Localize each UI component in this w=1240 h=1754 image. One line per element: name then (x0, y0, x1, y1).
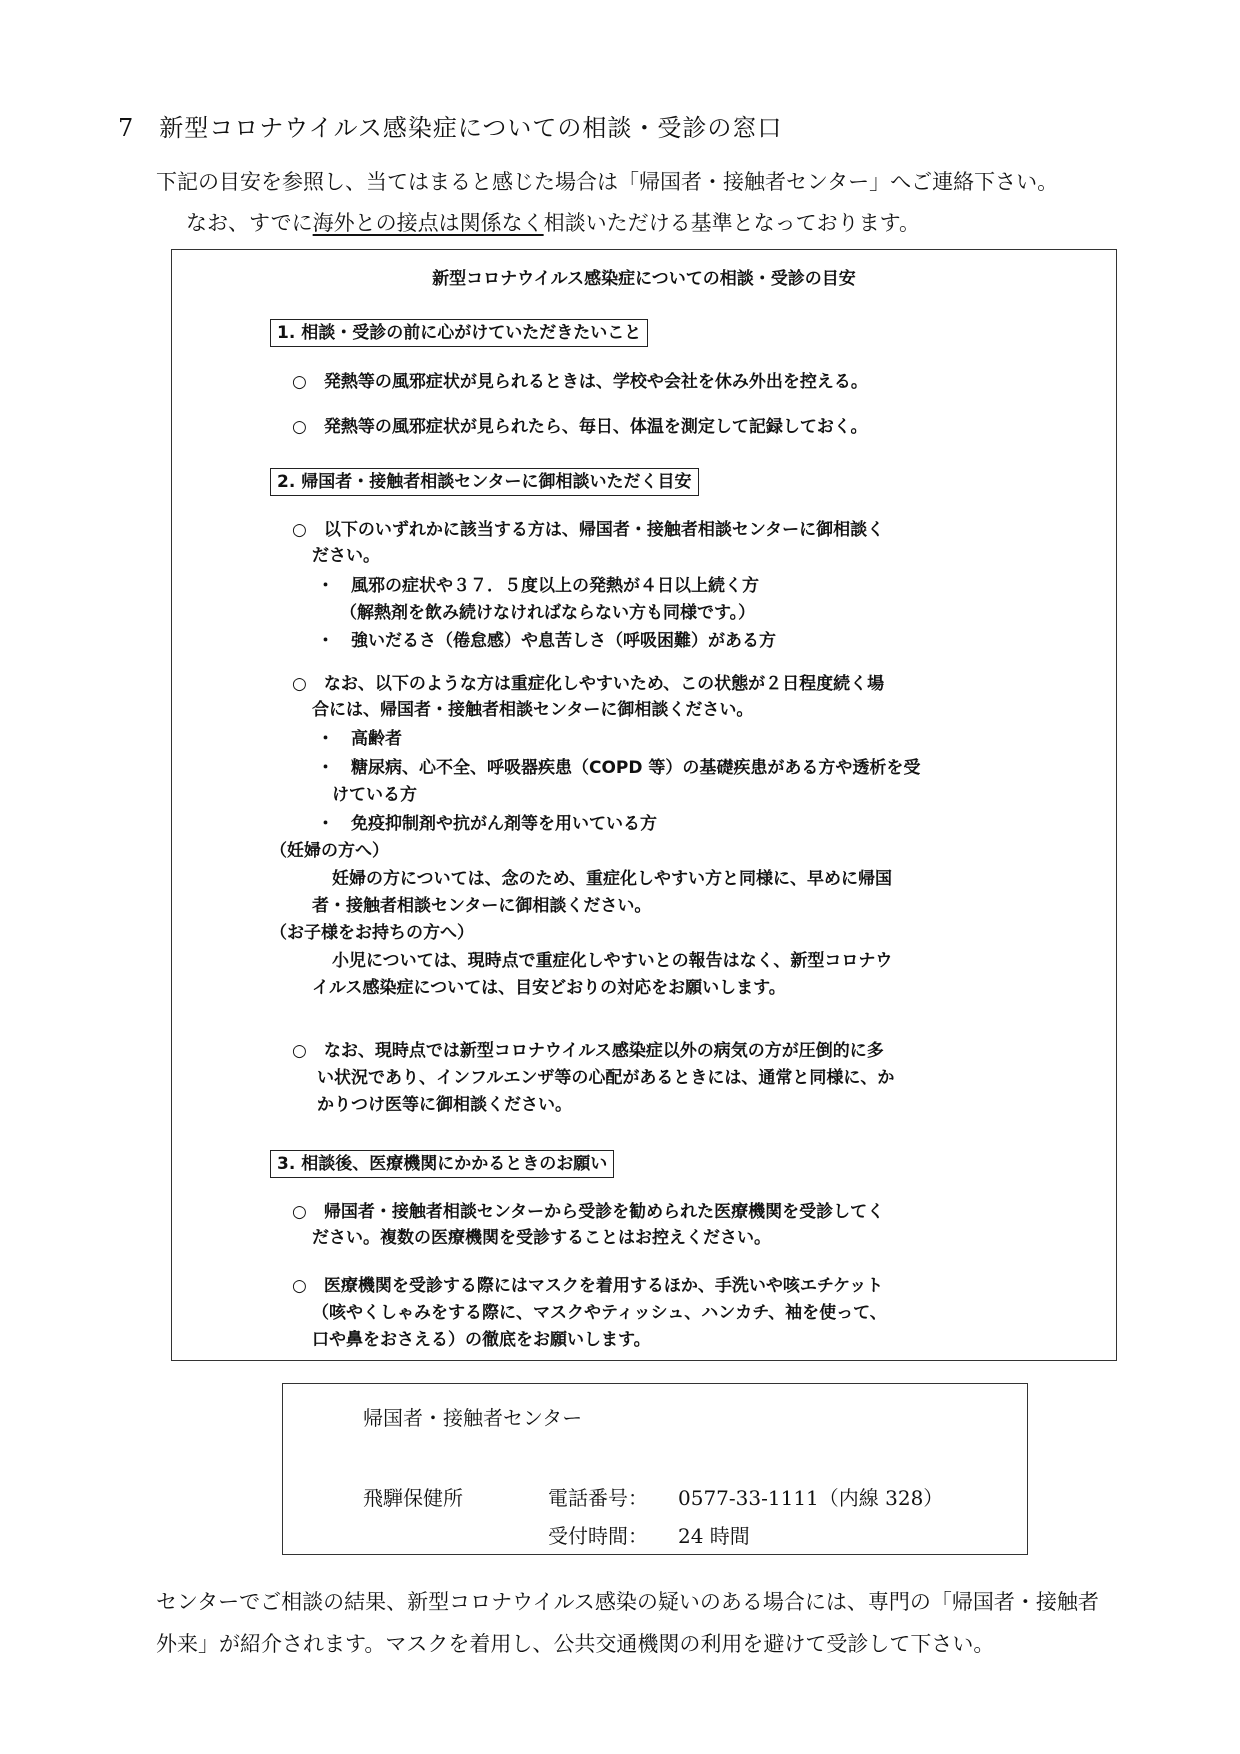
guide-s2-item-1: ・ 風邪の症状や３７．５度以上の発熱が４日以上続く方 (317, 576, 759, 596)
guide-s2-bullet-3-line-1: ○ なお、現時点では新型コロナウイルス感染症以外の病気の方が圧倒的に多 (292, 1041, 884, 1061)
intro-line-2 (186, 207, 920, 237)
guide-s2-item-2: ・ 強いだるさ（倦怠感）や息苦しさ（呼吸困難）がある方 (317, 631, 776, 651)
guide-section-2-heading: 2. 帰国者・接触者相談センターに御相談いただく目安 (270, 468, 699, 496)
intro-line-2-post: 相談いただける基準となっております。 (543, 211, 920, 235)
guide-s2-bullet-1-line-1: ○ 以下のいずれかに該当する方は、帰国者・接触者相談センターに御相談く (292, 520, 885, 540)
intro-line-2-underlined: 海外との接点は関係なく (312, 211, 544, 235)
guide-s2-item-1-note: （解熱剤を飲み続けなければならない方も同様です。） (340, 603, 756, 623)
guide-s2-bullet-3-line-3: かりつけ医等に御相談ください。 (317, 1095, 572, 1115)
outro-line-1: センターでご相談の結果、新型コロナウイルス感染の疑いのある場合には、専門の「帰国者・接触者 (156, 1590, 1099, 1614)
contact-organization: 飛騨保健所 (363, 1486, 463, 1510)
guide-pregnant-line-2: 者・接触者相談センターに御相談ください。 (312, 896, 652, 916)
guide-s3-bullet-1-line-2: ださい。複数の医療機関を受診することはお控えください。 (312, 1228, 771, 1248)
guide-s1-bullet-1: ○ 発熱等の風邪症状が見られるときは、学校や会社を休み外出を控える。 (292, 372, 868, 392)
guide-s2-item-4-line-2: けている方 (332, 785, 417, 805)
guide-s2-item-3: ・ 高齢者 (317, 729, 402, 749)
guide-s2-bullet-3-line-2: い状況であり、インフルエンザ等の心配があるときには、通常と同様に、か (317, 1068, 895, 1088)
guide-children-line-1: 小児については、現時点で重症化しやすいとの報告はなく、新型コロナウ (332, 951, 893, 971)
contact-box (282, 1383, 1028, 1555)
contact-phone-value[interactable]: 0577-33-1111（内線 328） (678, 1486, 944, 1510)
guide-s3-bullet-2-line-1: ○ 医療機関を受診する際にはマスクを着用するほか、手洗いや咳エチケット (292, 1276, 884, 1296)
guide-section-1-heading: 1. 相談・受診の前に心がけていただきたいこと (270, 319, 648, 347)
guide-box (171, 249, 1117, 1361)
contact-title: 帰国者・接触者センター (363, 1406, 583, 1430)
guide-children-line-2: イルス感染症については、目安どおりの対応をお願いします。 (312, 978, 786, 998)
guide-s3-bullet-2-line-2: （咳やくしゃみをする際に、マスクやティッシュ、ハンカチ、袖を使って、 (312, 1303, 887, 1323)
intro-line-2-pre: なお、すでに (186, 211, 313, 235)
guide-s1-bullet-2: ○ 発熱等の風邪症状が見られたら、毎日、体温を測定して記録しておく。 (292, 417, 868, 437)
guide-s3-bullet-1-line-1: ○ 帰国者・接触者相談センターから受診を勧められた医療機関を受診してく (292, 1202, 885, 1222)
guide-pregnant-heading: （妊婦の方へ） (270, 841, 389, 861)
guide-s2-item-4-line-1: ・ 糖尿病、心不全、呼吸器疾患（COPD 等）の基礎疾患がある方や透析を受 (317, 758, 921, 778)
guide-children-heading: （お子様をお持ちの方へ） (270, 923, 474, 943)
intro-line-1: 下記の目安を参照し、当てはまると感じた場合は「帰国者・接触者センター」へご連絡下さい。 (156, 170, 1059, 194)
guide-s2-item-5: ・ 免疫抑制剤や抗がん剤等を用いている方 (317, 814, 657, 834)
outro-line-2: 外来」が紹介されます。マスクを着用し、公共交通機関の利用を避けて受診して下さい。 (156, 1632, 995, 1656)
guide-title: 新型コロナウイルス感染症についての相談・受診の目安 (432, 269, 856, 289)
contact-hours-value: 24 時間 (678, 1524, 750, 1548)
section-title: 7 新型コロナウイルス感染症についての相談・受診の窓口 (118, 114, 783, 142)
guide-section-3-heading: 3. 相談後、医療機関にかかるときのお願い (270, 1150, 614, 1178)
contact-phone-label: 電話番号： (548, 1486, 648, 1510)
guide-s2-bullet-2-line-2: 合には、帰国者・接触者相談センターに御相談ください。 (312, 700, 754, 720)
guide-s2-bullet-2-line-1: ○ なお、以下のような方は重症化しやすいため、この状態が２日程度続く場 (292, 674, 885, 694)
guide-pregnant-line-1: 妊婦の方については、念のため、重症化しやすい方と同様に、早めに帰国 (332, 869, 892, 889)
guide-s3-bullet-2-line-3: 口や鼻をおさえる）の徹底をお願いします。 (312, 1330, 651, 1350)
guide-s2-bullet-1-line-2: ださい。 (312, 546, 380, 566)
contact-hours-label: 受付時間： (548, 1524, 648, 1548)
